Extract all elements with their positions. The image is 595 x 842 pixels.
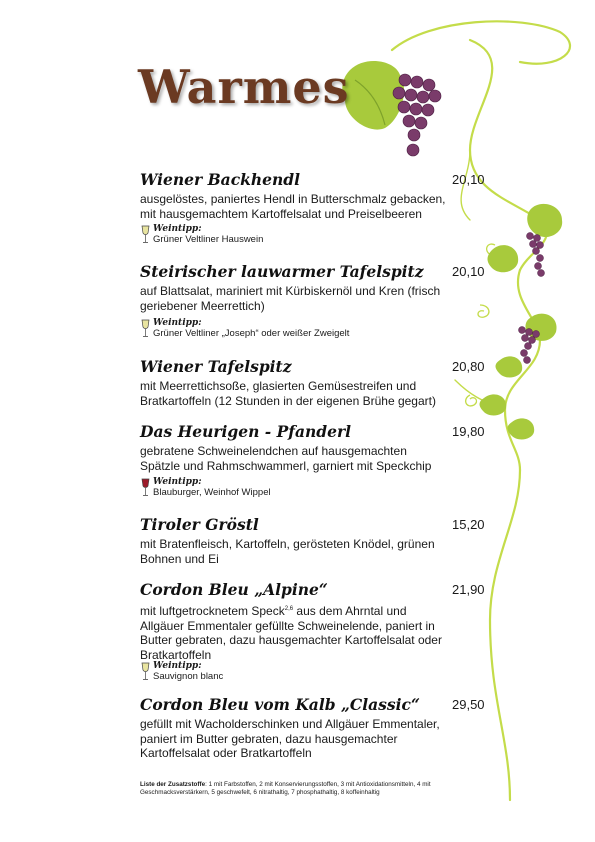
dish-description-part: mit luftgetrocknetem Speck bbox=[140, 604, 285, 618]
wine-glass-icon bbox=[141, 225, 150, 245]
dish-name: Cordon Bleu „Alpine“ bbox=[140, 580, 328, 599]
wine-tip-label: Weintipp: bbox=[153, 477, 202, 487]
wine-tip-label: Weintipp: bbox=[153, 661, 202, 671]
menu-item bbox=[140, 580, 485, 662]
wine-tip-value: Grüner Veltliner Hauswein bbox=[153, 234, 264, 245]
dish-price: 20,80 bbox=[452, 359, 485, 374]
menu-item bbox=[140, 262, 485, 313]
dish-price: 21,90 bbox=[452, 582, 485, 597]
dish-name: Steirischer lauwarmer Tafelspitz bbox=[140, 262, 424, 281]
dish-price: 19,80 bbox=[452, 424, 485, 439]
wine-tip-value: Blauburger, Weinhof Wippel bbox=[153, 487, 271, 498]
wine-glass-icon bbox=[141, 662, 150, 682]
wine-tip-value: Grüner Veltliner „Joseph“ oder weißer Zweigelt bbox=[153, 328, 350, 339]
menu-item bbox=[140, 422, 485, 473]
page-title: Warmes bbox=[138, 60, 350, 114]
wine-tip-label: Weintipp: bbox=[153, 224, 202, 234]
dish-name: Wiener Backhendl bbox=[140, 170, 301, 189]
dish-description: gebratene Schweinelendchen auf hausgemachten Spätzle und Rahmschwammerl, garniert mit Speckchip bbox=[140, 444, 432, 473]
menu-item bbox=[140, 170, 485, 221]
dish-description: auf Blattsalat, mariniert mit Kürbiskernöl und Kren (frisch geriebener Meerrettich) bbox=[140, 284, 441, 313]
additives-footnote bbox=[140, 781, 470, 797]
dish-name: Tiroler Gröstl bbox=[140, 515, 259, 534]
wine-tip-value: Sauvignon blanc bbox=[153, 671, 224, 682]
dish-name: Das Heurigen - Pfanderl bbox=[140, 422, 352, 441]
dish-name: Wiener Tafelspitz bbox=[140, 357, 292, 376]
dish-price: 20,10 bbox=[452, 172, 485, 187]
dish-description: ausgelöstes, paniertes Hendl in Butterschmalz gebacken, mit hausgemachtem Kartoffelsalat und Preiselbeeren bbox=[140, 192, 446, 221]
dish-description: mit Bratenfleisch, Kartoffeln, gerösteten Knödel, grünen Bohnen und Ei bbox=[140, 537, 435, 566]
menu-item bbox=[140, 695, 485, 761]
wine-glass-icon bbox=[141, 319, 150, 339]
additives-label: Liste der Zusatzstoffe bbox=[140, 781, 206, 788]
wine-glass-icon bbox=[141, 478, 150, 498]
dish-description-part: aus dem Ahrntal und Allgäuer Emmentaler gefüllte Schweinelende, paniert in Butter gebraten, dazu hausgemachter Kartoffelsalat oder Bratkartoffeln bbox=[140, 604, 442, 662]
dish-price: 20,10 bbox=[452, 264, 485, 279]
dish-description: mit Meerrettichsoße, glasierten Gemüsestreifen und Bratkartoffeln (12 Stunden in der eigenen Brühe gegart) bbox=[140, 379, 436, 408]
menu-item bbox=[140, 515, 485, 566]
dish-price: 29,50 bbox=[452, 697, 485, 712]
menu-item bbox=[140, 357, 485, 408]
additives-text: : 1 mit Farbstoffen, 2 mit Konservierungsstoffen, 3 mit Antioxidationsmitteln, 4 mit Geschmacksverstärkern, 5 geschwefelt, 6 nitrathaltig, 7 phosphathaltig, 8 koffeinhaltig bbox=[140, 781, 431, 796]
wine-tip-label: Weintipp: bbox=[153, 318, 202, 328]
dish-price: 15,20 bbox=[452, 517, 485, 532]
dish-description: gefüllt mit Wacholderschinken und Allgäuer Emmentaler, paniert im Butter gebraten, dazu hausgemachter Kartoffelsalat oder Bratkartoffeln bbox=[140, 717, 440, 760]
additive-number: 2,6 bbox=[284, 606, 294, 612]
dish-name: Cordon Bleu vom Kalb „Classic“ bbox=[140, 695, 420, 714]
dish-description bbox=[140, 602, 450, 662]
